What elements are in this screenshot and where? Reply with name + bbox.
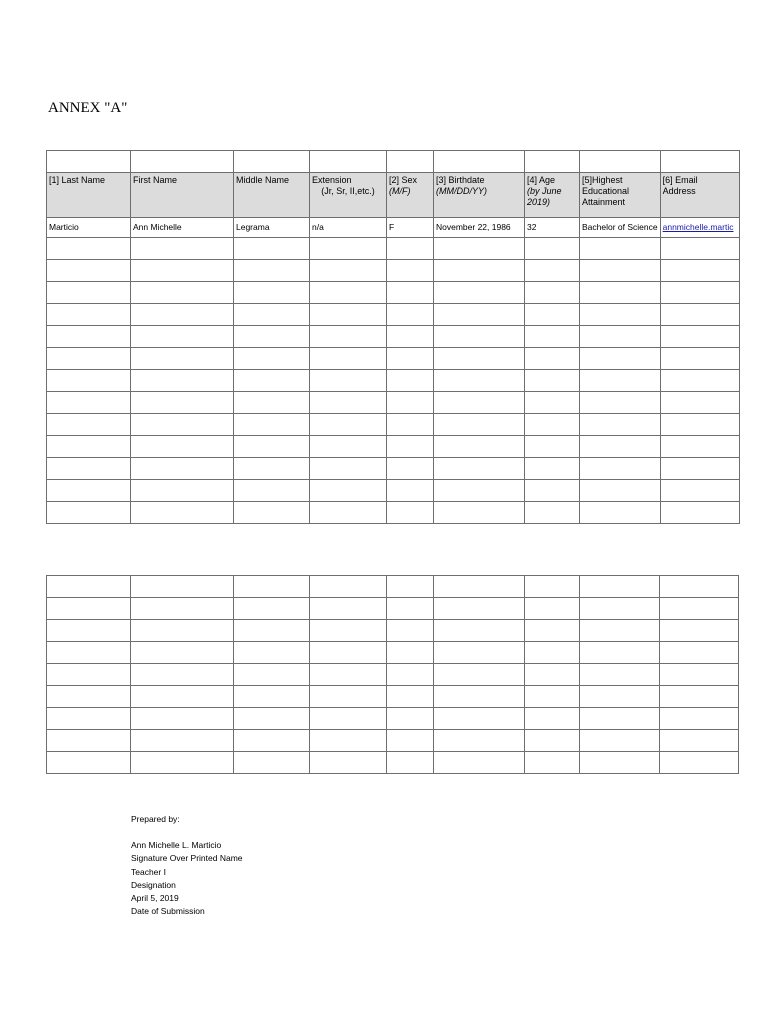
- empty-cell[interactable]: [387, 620, 434, 642]
- empty-cell[interactable]: [47, 304, 131, 326]
- empty-row: [47, 348, 740, 370]
- empty-cell[interactable]: [234, 708, 310, 730]
- empty-cell[interactable]: [310, 664, 387, 686]
- empty-cell[interactable]: [310, 260, 387, 282]
- empty-cell[interactable]: [131, 260, 234, 282]
- empty-cell[interactable]: [131, 576, 234, 598]
- empty-cell[interactable]: [47, 502, 131, 524]
- empty-cell[interactable]: [525, 326, 580, 348]
- empty-cell[interactable]: [525, 686, 580, 708]
- empty-cell[interactable]: [525, 664, 580, 686]
- empty-cell[interactable]: [434, 664, 525, 686]
- empty-cell[interactable]: [525, 304, 580, 326]
- empty-cell[interactable]: [525, 730, 580, 752]
- empty-cell[interactable]: [387, 664, 434, 686]
- empty-cell[interactable]: [580, 686, 660, 708]
- empty-cell[interactable]: [310, 282, 387, 304]
- empty-row: [47, 282, 740, 304]
- empty-cell[interactable]: [234, 642, 310, 664]
- empty-cell[interactable]: [47, 642, 131, 664]
- empty-cell[interactable]: [580, 730, 660, 752]
- empty-cell[interactable]: [310, 238, 387, 260]
- empty-row: [47, 238, 740, 260]
- empty-cell[interactable]: [387, 238, 434, 260]
- empty-cell[interactable]: [387, 348, 434, 370]
- empty-cell[interactable]: [131, 458, 234, 480]
- empty-cell[interactable]: [387, 576, 434, 598]
- empty-cell[interactable]: [234, 752, 310, 774]
- empty-cell[interactable]: [580, 436, 661, 458]
- empty-cell[interactable]: [310, 708, 387, 730]
- empty-cell[interactable]: [387, 502, 434, 524]
- empty-cell[interactable]: [580, 664, 660, 686]
- empty-cell[interactable]: [387, 752, 434, 774]
- date-caption: Date of Submission: [131, 906, 205, 917]
- empty-cell[interactable]: [310, 392, 387, 414]
- empty-cell[interactable]: [131, 304, 234, 326]
- header-age[interactable]: [4] Age (by June 2019): [525, 173, 580, 218]
- empty-cell[interactable]: [660, 752, 739, 774]
- empty-row: [47, 708, 739, 730]
- empty-row: [47, 620, 739, 642]
- empty-cell[interactable]: [234, 502, 310, 524]
- empty-row: [47, 392, 740, 414]
- empty-cell[interactable]: [47, 414, 131, 436]
- empty-cell[interactable]: [310, 642, 387, 664]
- empty-cell[interactable]: [387, 686, 434, 708]
- empty-cell[interactable]: [131, 686, 234, 708]
- empty-cell[interactable]: [310, 686, 387, 708]
- empty-cell[interactable]: [234, 304, 310, 326]
- empty-cell[interactable]: [234, 598, 310, 620]
- empty-cell[interactable]: [47, 326, 131, 348]
- empty-cell[interactable]: [525, 414, 580, 436]
- empty-cell[interactable]: [660, 686, 739, 708]
- empty-cell[interactable]: [387, 414, 434, 436]
- header-sex[interactable]: [2] Sex (M/F): [387, 173, 434, 218]
- blank-row: [47, 151, 740, 173]
- empty-cell[interactable]: [310, 370, 387, 392]
- empty-cell[interactable]: [234, 686, 310, 708]
- cell-middle-name[interactable]: Legrama: [234, 218, 310, 238]
- empty-cell[interactable]: [580, 370, 661, 392]
- empty-cell[interactable]: [310, 436, 387, 458]
- empty-cell[interactable]: [525, 392, 580, 414]
- empty-cell[interactable]: [131, 620, 234, 642]
- empty-cell[interactable]: [234, 414, 310, 436]
- empty-cell[interactable]: [47, 458, 131, 480]
- empty-cell[interactable]: [525, 642, 580, 664]
- empty-cell[interactable]: [525, 348, 580, 370]
- empty-cell[interactable]: [525, 282, 580, 304]
- annex-table: [46, 150, 740, 524]
- empty-cell[interactable]: [434, 730, 525, 752]
- cell-first-name[interactable]: Ann Michelle: [131, 218, 234, 238]
- empty-cell[interactable]: [131, 414, 234, 436]
- empty-cell[interactable]: [234, 458, 310, 480]
- empty-row: [47, 752, 739, 774]
- empty-cell[interactable]: [47, 480, 131, 502]
- empty-cell[interactable]: [47, 620, 131, 642]
- empty-cell[interactable]: [47, 348, 131, 370]
- preparer-designation: Teacher I: [131, 866, 166, 877]
- empty-cell[interactable]: [525, 458, 580, 480]
- empty-cell[interactable]: [525, 436, 580, 458]
- empty-cell[interactable]: [387, 260, 434, 282]
- empty-cell[interactable]: [434, 686, 525, 708]
- empty-cell[interactable]: [47, 238, 131, 260]
- empty-cell[interactable]: [660, 598, 739, 620]
- empty-cell[interactable]: [387, 282, 434, 304]
- empty-cell[interactable]: [434, 370, 525, 392]
- empty-cell[interactable]: [234, 326, 310, 348]
- empty-cell[interactable]: [234, 282, 310, 304]
- empty-cell[interactable]: [434, 642, 525, 664]
- header-education[interactable]: [5]Highest Educational Attainment: [580, 173, 661, 218]
- empty-cell[interactable]: [234, 436, 310, 458]
- empty-cell[interactable]: [310, 480, 387, 502]
- empty-row: [47, 686, 739, 708]
- empty-cell[interactable]: [387, 304, 434, 326]
- empty-cell[interactable]: [525, 598, 580, 620]
- empty-cell[interactable]: [525, 576, 580, 598]
- prepared-by-label: Prepared by:: [131, 814, 180, 824]
- empty-row: [47, 260, 740, 282]
- empty-cell[interactable]: [131, 642, 234, 664]
- empty-cell[interactable]: [131, 502, 234, 524]
- empty-cell[interactable]: [660, 664, 739, 686]
- empty-cell[interactable]: [387, 458, 434, 480]
- header-email[interactable]: [6] Email Address: [660, 173, 739, 218]
- header-first-name[interactable]: First Name: [131, 173, 234, 218]
- empty-cell[interactable]: [660, 620, 739, 642]
- empty-cell[interactable]: [434, 436, 525, 458]
- empty-cell[interactable]: [434, 348, 525, 370]
- empty-cell[interactable]: [131, 436, 234, 458]
- empty-row: [47, 598, 739, 620]
- cell-email[interactable]: [660, 218, 739, 238]
- email-link[interactable]: annmichelle.martic: [662, 222, 734, 232]
- second-table: [46, 575, 739, 774]
- empty-cell[interactable]: [47, 392, 131, 414]
- empty-cell[interactable]: [47, 282, 131, 304]
- empty-cell[interactable]: [660, 458, 739, 480]
- empty-cell[interactable]: [47, 370, 131, 392]
- empty-cell[interactable]: [660, 260, 739, 282]
- empty-cell[interactable]: [434, 458, 525, 480]
- empty-cell[interactable]: [47, 730, 131, 752]
- empty-cell[interactable]: [660, 392, 739, 414]
- empty-cell[interactable]: [310, 458, 387, 480]
- designation-caption: Designation: [131, 879, 176, 890]
- empty-cell[interactable]: [580, 708, 660, 730]
- empty-cell[interactable]: [310, 598, 387, 620]
- data-row: [47, 218, 740, 238]
- empty-cell[interactable]: [131, 730, 234, 752]
- empty-row: [47, 642, 739, 664]
- empty-cell[interactable]: [580, 458, 661, 480]
- empty-cell[interactable]: [580, 642, 660, 664]
- empty-cell[interactable]: [434, 326, 525, 348]
- empty-cell[interactable]: [434, 260, 525, 282]
- empty-cell[interactable]: [47, 598, 131, 620]
- empty-cell[interactable]: [660, 436, 739, 458]
- empty-cell[interactable]: [131, 708, 234, 730]
- empty-cell[interactable]: [580, 392, 661, 414]
- empty-cell[interactable]: [131, 238, 234, 260]
- empty-cell[interactable]: [234, 730, 310, 752]
- empty-row: [47, 730, 739, 752]
- empty-cell[interactable]: [387, 392, 434, 414]
- empty-row: [47, 458, 740, 480]
- cell-extension[interactable]: n/a: [310, 218, 387, 238]
- empty-cell[interactable]: [580, 282, 661, 304]
- empty-cell[interactable]: [434, 708, 525, 730]
- empty-cell[interactable]: [434, 752, 525, 774]
- empty-cell[interactable]: [310, 326, 387, 348]
- empty-cell[interactable]: [310, 414, 387, 436]
- empty-cell[interactable]: [580, 502, 661, 524]
- empty-cell[interactable]: [580, 480, 661, 502]
- prepared-by-block: [131, 813, 243, 918]
- empty-cell[interactable]: [660, 576, 739, 598]
- empty-cell[interactable]: [660, 348, 739, 370]
- empty-cell[interactable]: [525, 260, 580, 282]
- empty-cell[interactable]: [660, 414, 739, 436]
- empty-cell[interactable]: [525, 370, 580, 392]
- empty-cell[interactable]: [660, 238, 739, 260]
- empty-cell[interactable]: [387, 370, 434, 392]
- empty-cell[interactable]: [525, 620, 580, 642]
- empty-cell[interactable]: [310, 502, 387, 524]
- empty-cell[interactable]: [310, 620, 387, 642]
- empty-cell[interactable]: [131, 664, 234, 686]
- empty-cell[interactable]: [387, 708, 434, 730]
- header-row: [47, 173, 740, 218]
- empty-cell[interactable]: [47, 708, 131, 730]
- empty-cell[interactable]: [131, 752, 234, 774]
- empty-cell[interactable]: [387, 480, 434, 502]
- empty-cell[interactable]: [234, 620, 310, 642]
- header-middle-name[interactable]: Middle Name: [234, 173, 310, 218]
- empty-cell[interactable]: [47, 664, 131, 686]
- empty-cell[interactable]: [660, 304, 739, 326]
- empty-cell[interactable]: [47, 436, 131, 458]
- empty-cell[interactable]: [234, 238, 310, 260]
- empty-cell[interactable]: [310, 348, 387, 370]
- submission-date: April 5, 2019: [131, 893, 179, 904]
- empty-cell[interactable]: [580, 576, 660, 598]
- empty-row: [47, 502, 740, 524]
- empty-cell[interactable]: [234, 370, 310, 392]
- empty-cell[interactable]: [131, 348, 234, 370]
- cell-last-name[interactable]: Marticio: [47, 218, 131, 238]
- empty-cell[interactable]: [131, 282, 234, 304]
- empty-cell[interactable]: [387, 730, 434, 752]
- empty-row: [47, 370, 740, 392]
- empty-cell[interactable]: [387, 598, 434, 620]
- empty-row: [47, 304, 740, 326]
- empty-cell[interactable]: [434, 502, 525, 524]
- empty-cell[interactable]: [580, 598, 660, 620]
- cell-education[interactable]: Bachelor of Science: [580, 218, 661, 238]
- page-title: ANNEX "A": [48, 100, 128, 116]
- empty-row: [47, 576, 739, 598]
- cell-sex[interactable]: F: [387, 218, 434, 238]
- empty-cell[interactable]: [525, 480, 580, 502]
- empty-cell[interactable]: [434, 480, 525, 502]
- empty-cell[interactable]: [580, 326, 661, 348]
- empty-row: [47, 480, 740, 502]
- empty-cell[interactable]: [525, 502, 580, 524]
- empty-cell[interactable]: [310, 576, 387, 598]
- empty-cell[interactable]: [47, 260, 131, 282]
- empty-cell[interactable]: [234, 664, 310, 686]
- empty-cell[interactable]: [434, 576, 525, 598]
- header-extension[interactable]: Extension (Jr, Sr, II,etc.): [310, 173, 387, 218]
- empty-cell[interactable]: [434, 238, 525, 260]
- empty-cell[interactable]: [434, 414, 525, 436]
- header-last-name[interactable]: [1] Last Name: [47, 173, 131, 218]
- empty-cell[interactable]: [525, 708, 580, 730]
- empty-cell[interactable]: [580, 620, 660, 642]
- empty-cell[interactable]: [131, 326, 234, 348]
- empty-cell[interactable]: [234, 348, 310, 370]
- empty-cell[interactable]: [131, 370, 234, 392]
- empty-cell[interactable]: [310, 730, 387, 752]
- signature-caption: Signature Over Printed Name: [131, 853, 243, 864]
- empty-cell[interactable]: [310, 752, 387, 774]
- empty-cell[interactable]: [387, 326, 434, 348]
- empty-cell[interactable]: [525, 238, 580, 260]
- empty-cell[interactable]: [660, 480, 739, 502]
- empty-cell[interactable]: [580, 238, 661, 260]
- empty-cell[interactable]: [660, 730, 739, 752]
- empty-cell[interactable]: [580, 304, 661, 326]
- empty-cell[interactable]: [660, 282, 739, 304]
- empty-cell[interactable]: [660, 370, 739, 392]
- empty-cell[interactable]: [660, 642, 739, 664]
- empty-cell[interactable]: [434, 304, 525, 326]
- empty-cell[interactable]: [387, 436, 434, 458]
- empty-cell[interactable]: [434, 620, 525, 642]
- empty-row: [47, 326, 740, 348]
- empty-cell[interactable]: [660, 708, 739, 730]
- empty-cell[interactable]: [47, 686, 131, 708]
- empty-cell[interactable]: [131, 392, 234, 414]
- header-birthdate[interactable]: [3] Birthdate (MM/DD/YY): [434, 173, 525, 218]
- empty-row: [47, 414, 740, 436]
- empty-cell[interactable]: [234, 260, 310, 282]
- empty-cell[interactable]: [434, 598, 525, 620]
- cell-age[interactable]: 32: [525, 218, 580, 238]
- empty-cell[interactable]: [131, 480, 234, 502]
- empty-cell[interactable]: [525, 752, 580, 774]
- empty-cell[interactable]: [580, 348, 661, 370]
- empty-cell[interactable]: [131, 598, 234, 620]
- cell-birthdate[interactable]: November 22, 1986: [434, 218, 525, 238]
- empty-cell[interactable]: [434, 282, 525, 304]
- empty-cell[interactable]: [580, 414, 661, 436]
- empty-cell[interactable]: [580, 752, 660, 774]
- empty-cell[interactable]: [387, 642, 434, 664]
- empty-cell[interactable]: [47, 576, 131, 598]
- empty-cell[interactable]: [310, 304, 387, 326]
- empty-cell[interactable]: [580, 260, 661, 282]
- empty-cell[interactable]: [234, 480, 310, 502]
- empty-row: [47, 436, 740, 458]
- empty-cell[interactable]: [660, 502, 739, 524]
- empty-cell[interactable]: [434, 392, 525, 414]
- empty-cell[interactable]: [234, 392, 310, 414]
- empty-cell[interactable]: [234, 576, 310, 598]
- preparer-name: Ann Michelle L. Marticio: [131, 840, 222, 851]
- empty-cell[interactable]: [660, 326, 739, 348]
- empty-row: [47, 664, 739, 686]
- empty-cell[interactable]: [47, 752, 131, 774]
